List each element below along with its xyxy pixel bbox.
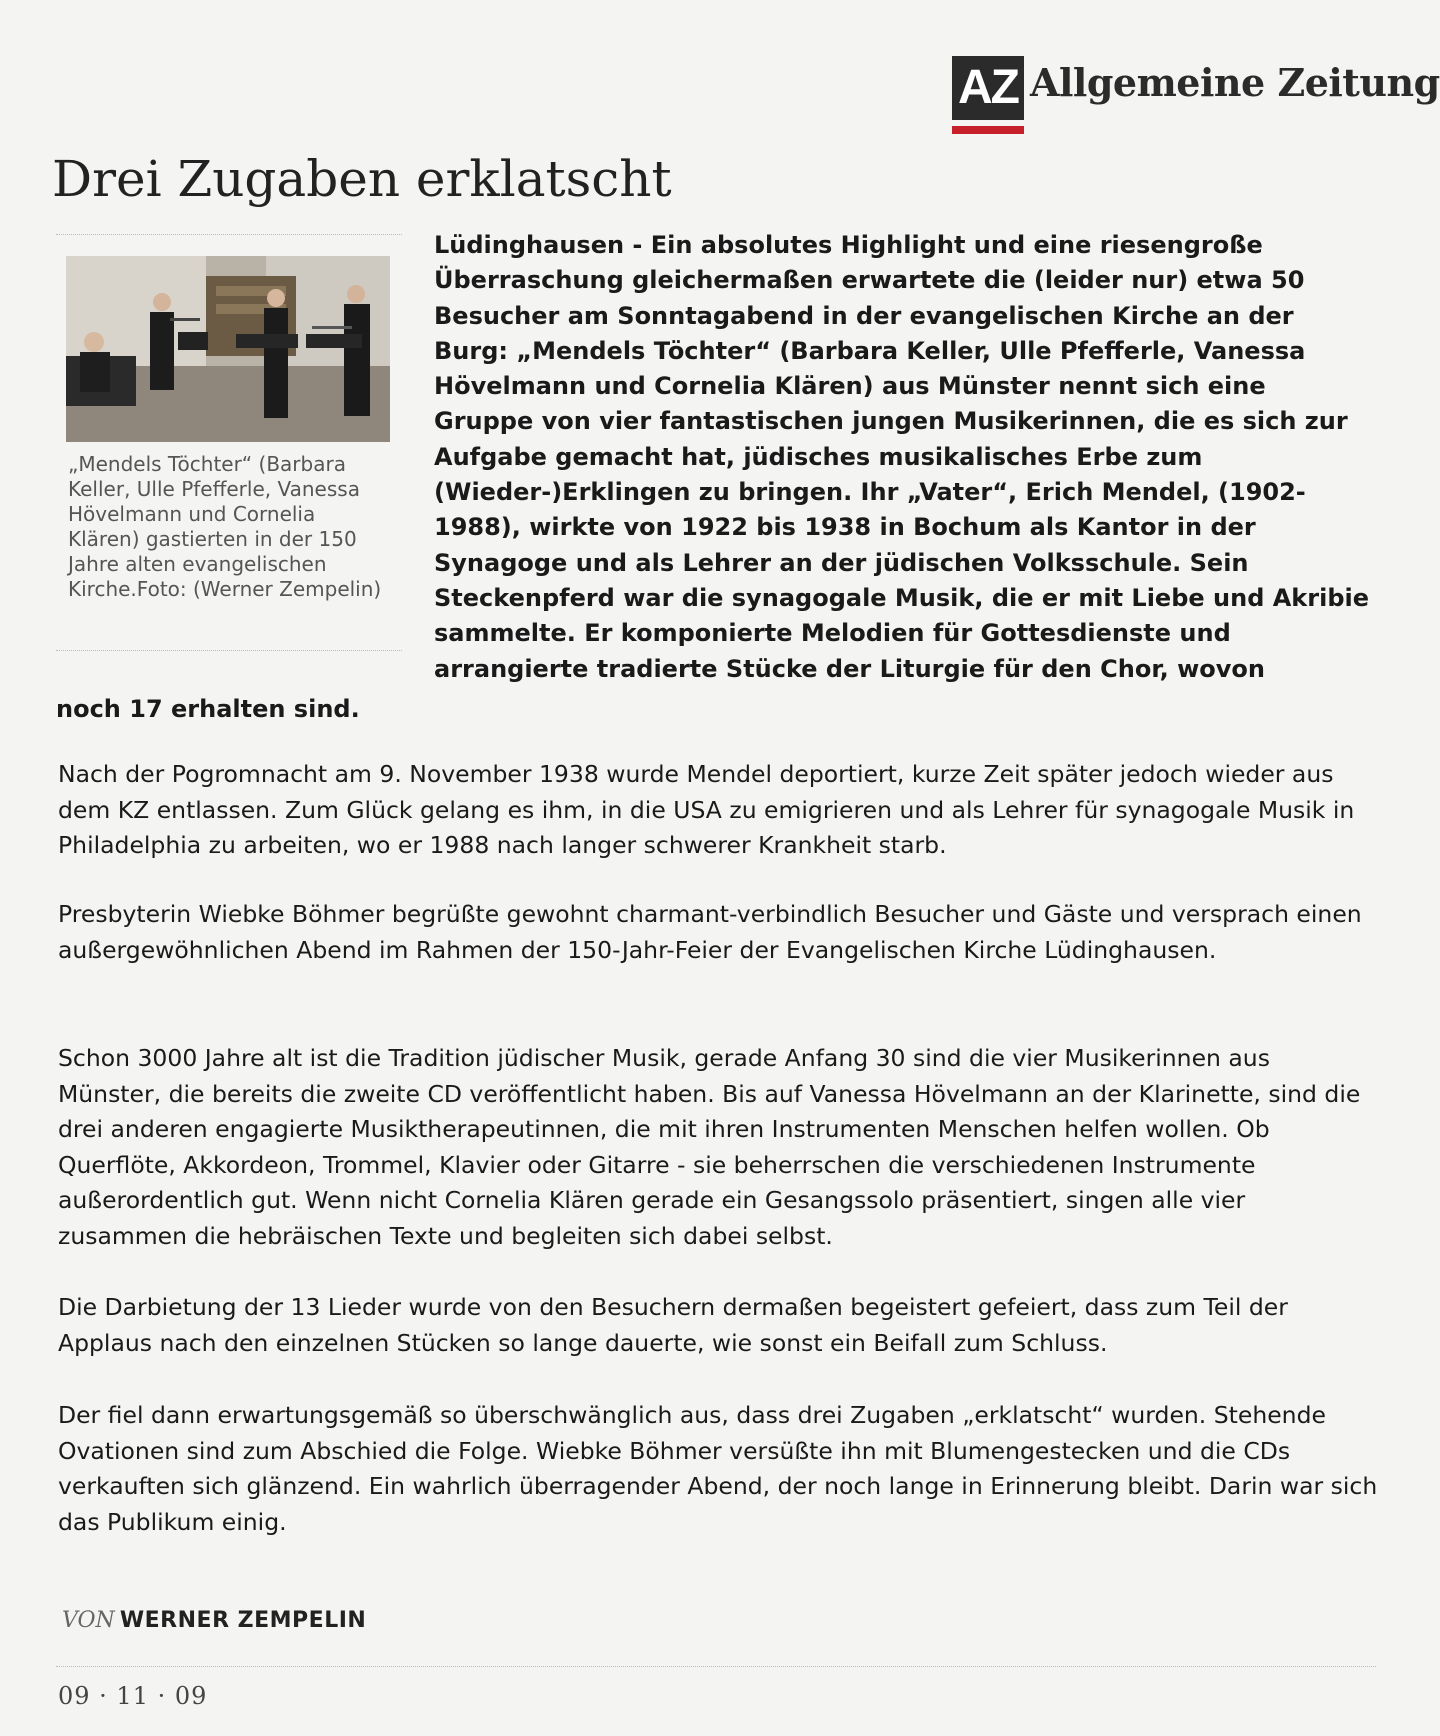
article-photo xyxy=(66,256,390,442)
photo-caption: „Mendels Töchter“ (Barbara Keller, Ulle Pfefferle, Vanessa Hövelmann und Cornelia Klären) gastierten in der 150 Jahre alten evangelischen Kirche.Foto: (Werner Zempelin) xyxy=(68,452,382,601)
byline xyxy=(62,1608,366,1633)
article-paragraph: Der fiel dann erwartungsgemäß so überschwänglich aus, dass drei Zugaben „erklatscht“ wurden. Stehende Ovationen sind zum Abschied die Folge. Wiebke Böhmer versüßte ihn mit Blumengestecken und die CDs verkauften sich glänzend. Ein wahrlich überragender Abend, der noch lange in Erinnerung bleibt. Darin war sich das Publikum einig. xyxy=(58,1401,1378,1536)
article-lead: Lüdinghausen - Ein absolutes Highlight und eine riesengroße Überraschung gleichermaßen erwartete die (leider nur) etwa 50 Besucher am Sonntagabend in der evangelischen Kirche an der Burg: „Mendels Töchter“ (Barbara Keller, Ulle Pfefferle, Vanessa Hövelmann und Cornelia Klären) aus Münster nennt sich eine Gruppe von vier fantastischen jungen Musikerinnen, die es sich zur Aufgabe gemacht hat, jüdisches musikalisches Erbe zum (Wieder-)Erklingen zu bringen. Ihr „Vater“, Erich Mendel, (1902-1988), wirkte von 1922 bis 1938 in Bochum als Kantor in der Synagoge und als Lehrer an der jüdischen Volksschule. Sein Steckenpferd war die synagogale Musik, die er mit Liebe und Akribie sammelte. Er komponierte Melodien für Gottesdienste und arrangierte tradierte Stücke der Liturgie für den Chor, wovon xyxy=(434,231,1370,683)
divider xyxy=(56,234,402,235)
logo-badge: AZ xyxy=(952,56,1024,120)
publication-date: 09 · 11 · 09 xyxy=(58,1682,208,1710)
article-lead-continuation: noch 17 erhalten sind. xyxy=(56,695,360,723)
article-paragraph: Presbyterin Wiebke Böhmer begrüßte gewohnt charmant-verbindlich Besucher und Gäste und versprach einen außergewöhnlichen Abend im Rahmen der 150-Jahr-Feier der Evangelischen Kirche Lüdinghausen. xyxy=(58,900,1362,964)
article-paragraph: Schon 3000 Jahre alt ist die Tradition jüdischer Musik, gerade Anfang 30 sind die vier Musikerinnen aus Münster, die bereits die zweite CD veröffentlicht haben. Bis auf Vanessa Hövelmann an der Klarinette, sind die drei anderen engagierte Musiktherapeutinnen, die mit ihren Instrumenten Menschen helfen wollen. Ob Querflöte, Akkordeon, Trommel, Klavier oder Gitarre - sie beherrschen die verschiedenen Instrumente außerordentlich gut. Wenn nicht Cornelia Klären gerade ein Gesangssolo präsentiert, singen alle vier zusammen die hebräischen Texte und begleiten sich dabei selbst. xyxy=(58,1044,1361,1250)
byline-prefix: VON xyxy=(62,1608,115,1633)
article-paragraph: Die Darbietung der 13 Lieder wurde von den Besuchern dermaßen begeistert gefeiert, dass zum Teil der Applaus nach den einzelnen Stücken so lange dauerte, wie sonst ein Beifall zum Schluss. xyxy=(58,1293,1288,1357)
article-paragraph: Nach der Pogromnacht am 9. November 1938 wurde Mendel deportiert, kurze Zeit später jedoch wieder aus dem KZ entlassen. Zum Glück gelang es ihm, in die USA zu emigrieren und als Lehrer für synagogale Musik in Philadelphia zu arbeiten, wo er 1988 nach langer schwerer Krankheit starb. xyxy=(58,760,1355,859)
byline-author: WERNER ZEMPELIN xyxy=(119,1608,367,1633)
footer-divider xyxy=(56,1666,1376,1667)
divider xyxy=(56,650,402,651)
musicians-photo-image xyxy=(66,256,390,442)
article-title: Drei Zugaben erklatscht xyxy=(52,150,672,208)
logo-wordmark: Allgemeine Zeitung xyxy=(1030,60,1440,105)
logo-accent-bar xyxy=(952,126,1024,134)
newspaper-logo xyxy=(952,56,1440,134)
